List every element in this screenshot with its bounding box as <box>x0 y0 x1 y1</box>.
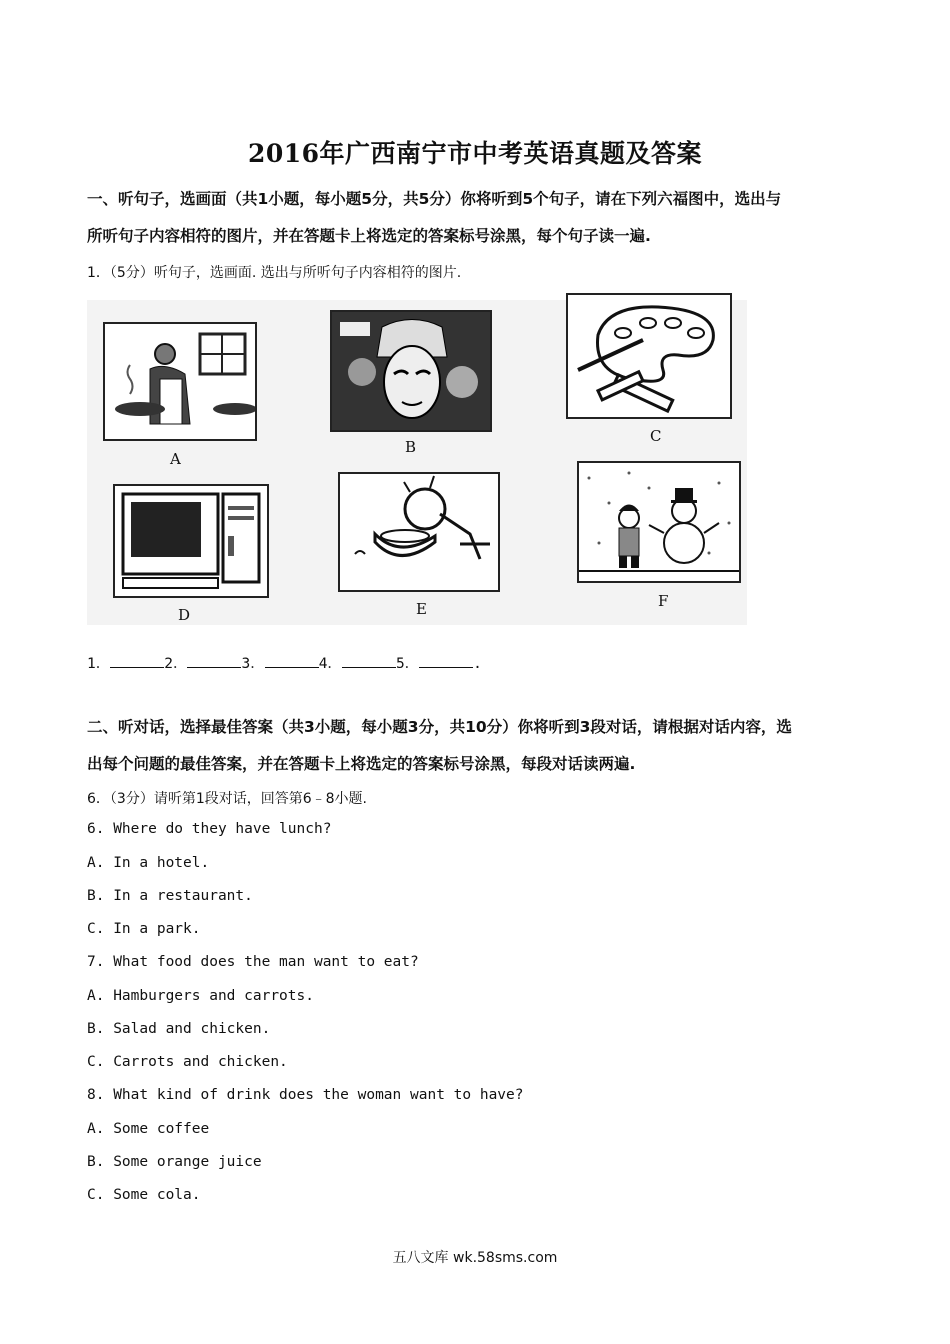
answer-blank-1[interactable] <box>110 655 164 668</box>
computer-icon <box>113 484 269 598</box>
page-title: 2016年广西南宁市中考英语真题及答案 <box>247 139 703 168</box>
picture-label-f: F <box>658 592 669 610</box>
footer-watermark: 五八文库 wk.58sms.com <box>392 1250 558 1266</box>
answer-label-1: 1． <box>87 656 111 672</box>
snowman-icon <box>577 461 741 583</box>
section1-heading <box>87 181 867 255</box>
question-1: 1．（5分）听句子，选画面. 选出与所听句子内容相符的图片. <box>87 265 462 281</box>
option-6b: B. In a restaurant. <box>87 888 253 904</box>
answer-blank-3[interactable] <box>265 655 319 668</box>
answer-blank-2[interactable] <box>187 655 241 668</box>
picture-label-a: A <box>170 450 181 468</box>
question-7: 7. What food does the man want to eat? <box>87 954 419 970</box>
question-8: 8. What kind of drink does the woman want to have? <box>87 1087 524 1103</box>
option-8a: A. Some coffee <box>87 1121 210 1137</box>
option-8b: B. Some orange juice <box>87 1154 262 1170</box>
answer-end: . <box>473 656 482 672</box>
answer-label-4: 4． <box>318 656 342 672</box>
option-6c: C. In a park. <box>87 921 201 937</box>
palette-brush-icon <box>566 293 732 419</box>
answer-blanks <box>87 652 482 673</box>
boy-eating-icon <box>338 472 500 592</box>
section1-heading-line1: 一、听句子，选画面（共1小题，每小题5分，共5分）你将听到5个句子，请在下列六福图中，选出与 <box>87 190 782 208</box>
cooking-man-icon <box>103 322 257 441</box>
question-6: 6. Where do they have lunch? <box>87 821 332 837</box>
answer-blank-4[interactable] <box>342 655 396 668</box>
answer-label-3: 3． <box>241 656 265 672</box>
opera-mask-icon <box>330 310 492 432</box>
answer-label-5: 5． <box>395 656 420 672</box>
picture-label-d: D <box>178 606 191 624</box>
picture-label-e: E <box>416 600 427 618</box>
option-8c: C. Some cola. <box>87 1187 201 1203</box>
answer-label-2: 2． <box>164 656 188 672</box>
answer-blank-5[interactable] <box>419 655 473 668</box>
section2-heading <box>87 709 867 783</box>
picture-label-b: B <box>405 438 417 456</box>
section2-heading-line2: 出每个问题的最佳答案，并在答题卡上将选定的答案标号涂黑，每段对话读两遍. <box>87 755 636 773</box>
option-7b: B. Salad and chicken. <box>87 1021 271 1037</box>
picture-label-c: C <box>650 427 662 445</box>
question-6-intro: 6．（3分）请听第1段对话，回答第6﹣8小题. <box>87 791 367 807</box>
option-6a: A. In a hotel. <box>87 855 210 871</box>
option-7c: C. Carrots and chicken. <box>87 1054 288 1070</box>
section2-heading-line1: 二、听对话，选择最佳答案（共3小题，每小题3分，共10分）你将听到3段对话，请根据对话内容，选 <box>87 718 792 736</box>
option-7a: A. Hamburgers and carrots. <box>87 988 314 1004</box>
section1-heading-line2: 所听句子内容相符的图片，并在答题卡上将选定的答案标号涂黑，每个句子读一遍. <box>87 227 651 245</box>
